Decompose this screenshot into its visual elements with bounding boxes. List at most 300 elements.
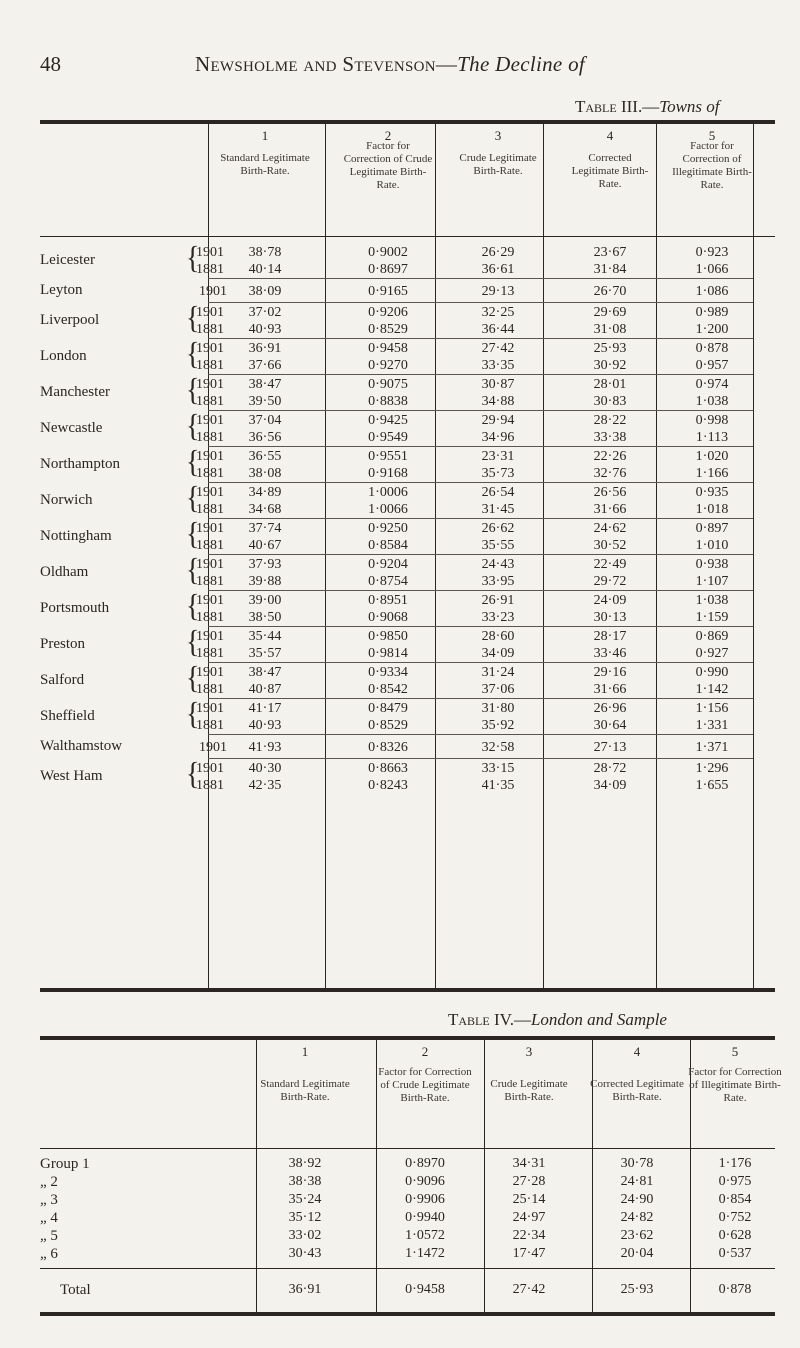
table4-cell: 1·176 — [718, 1156, 752, 1171]
table3-year: 1901 — [196, 701, 224, 716]
table3-year: 1881 — [196, 358, 224, 373]
table3-value: 33·35 — [481, 358, 515, 373]
table3-value: 1·0006 — [368, 485, 408, 500]
table3-cell — [560, 244, 660, 278]
table3-value: 31·66 — [593, 502, 627, 517]
table3-row-separator — [208, 758, 753, 759]
table3-row — [0, 624, 800, 662]
table3-town: West Ham — [40, 768, 103, 784]
table3-row — [0, 280, 800, 302]
table3-value: 35·92 — [481, 718, 515, 733]
table4-cell: 0·9940 — [405, 1210, 445, 1225]
brace-icon: { — [186, 624, 200, 661]
table3-cell — [560, 592, 660, 626]
table3-cell — [560, 376, 660, 410]
table3-column-header: Factor for Correction of Crude Legitimate Birth-Rate. — [343, 140, 433, 191]
table3-year: 1881 — [196, 430, 224, 445]
table3-value: 1·066 — [695, 262, 729, 277]
table3-cell — [215, 484, 315, 518]
table3-cell — [215, 376, 315, 410]
table4-column-number: 1 — [301, 1044, 309, 1059]
brace-icon: { — [186, 516, 200, 553]
table3-value: 0·9551 — [368, 449, 408, 464]
table4-cell: 23·62 — [620, 1228, 654, 1243]
table3-value: 0·990 — [695, 665, 729, 680]
table3-value: 31·24 — [481, 665, 515, 680]
table3-cell — [448, 283, 548, 300]
table4-cell: 30·43 — [288, 1246, 322, 1261]
table3-cell — [560, 484, 660, 518]
table4-total-row — [0, 1282, 800, 1300]
table3-cell — [338, 556, 438, 590]
table3-town: Nottingham — [40, 528, 112, 544]
table4-column-header: Factor for Correction of Crude Legitimate Birth-Rate. — [378, 1066, 472, 1104]
table3-value: 0·935 — [695, 485, 729, 500]
table3-value: 28·01 — [593, 377, 627, 392]
table3-year: 1881 — [196, 394, 224, 409]
table3-cell — [560, 520, 660, 554]
table4-group: „ 2 — [40, 1174, 58, 1190]
table3-row-separator — [208, 590, 753, 591]
table4-cell: 38·92 — [288, 1156, 322, 1171]
table3-value: 41·93 — [248, 740, 282, 755]
table3-value: 0·9425 — [368, 413, 408, 428]
table3-value: 29·94 — [481, 413, 515, 428]
brace-icon: { — [186, 660, 200, 697]
table3-cell — [560, 664, 660, 698]
table4-cell: 1·1472 — [405, 1246, 445, 1261]
table3-cell — [448, 340, 548, 374]
table3-value: 37·02 — [248, 305, 282, 320]
table3-cell — [448, 664, 548, 698]
brace-icon: { — [186, 588, 200, 625]
table3-value: 31·66 — [593, 682, 627, 697]
table3-value: 0·927 — [695, 646, 729, 661]
table3-cell — [215, 592, 315, 626]
table3-value: 1·166 — [695, 466, 729, 481]
table3-cell — [448, 700, 548, 734]
table3-row — [0, 480, 800, 518]
table3-value: 38·78 — [248, 245, 282, 260]
table3-value: 34·88 — [481, 394, 515, 409]
table3-value: 0·878 — [695, 341, 729, 356]
table3-cell — [338, 628, 438, 662]
table3-value: 0·8754 — [368, 574, 408, 589]
table3-value: 0·9814 — [368, 646, 408, 661]
table3-value: 34·96 — [481, 430, 515, 445]
table4-column-number: 5 — [731, 1044, 739, 1059]
table3-value: 29·16 — [593, 665, 627, 680]
table3-value: 0·9075 — [368, 377, 408, 392]
table3-row — [0, 240, 800, 278]
table3-value: 0·8479 — [368, 701, 408, 716]
table3-value: 34·68 — [248, 502, 282, 517]
table3-value: 35·73 — [481, 466, 515, 481]
table3-value: 29·13 — [481, 284, 515, 299]
table3-value: 0·989 — [695, 305, 729, 320]
table3-value: 0·8697 — [368, 262, 408, 277]
table3-value: 30·64 — [593, 718, 627, 733]
running-head — [40, 52, 760, 80]
table3-value: 34·09 — [481, 646, 515, 661]
table3-row-separator — [208, 698, 753, 699]
table3-row-separator — [208, 734, 753, 735]
table3-value: 1·038 — [695, 593, 729, 608]
table4-head-rule — [40, 1148, 775, 1149]
table4-column-number: 4 — [633, 1044, 641, 1059]
table3-cell — [662, 448, 762, 482]
table4-group: Group 1 — [40, 1156, 90, 1172]
table3-value: 40·87 — [248, 682, 282, 697]
table3-cell — [662, 760, 762, 794]
table3-cell — [338, 340, 438, 374]
table3-value: 32·76 — [593, 466, 627, 481]
table3-cell — [215, 760, 315, 794]
table3-row — [0, 552, 800, 590]
table4-cell: 0·9096 — [405, 1174, 445, 1189]
table3-year: 1901 — [196, 305, 224, 320]
table3-value: 40·93 — [248, 322, 282, 337]
table3-town: Leicester — [40, 252, 95, 268]
table3-cell — [215, 520, 315, 554]
table3-row-separator — [208, 662, 753, 663]
table3-column-number: 1 — [261, 128, 269, 143]
brace-icon: { — [186, 552, 200, 589]
table3-cell — [662, 628, 762, 662]
table3-year: 1881 — [196, 574, 224, 589]
table3-bottom-rule — [40, 988, 775, 992]
table3-year: 1901 — [196, 593, 224, 608]
table3-cell — [448, 376, 548, 410]
table3-cell — [448, 244, 548, 278]
table4-cell: 0·752 — [718, 1210, 752, 1225]
table3-column-header: Crude Legitimate Birth-Rate. — [459, 152, 537, 177]
table3-cell — [560, 760, 660, 794]
brace-icon: { — [186, 444, 200, 481]
table4-column-header: Crude Legitimate Birth-Rate. — [490, 1078, 568, 1103]
table3-value: 32·25 — [481, 305, 515, 320]
table3-cell — [662, 556, 762, 590]
table3-value: 26·96 — [593, 701, 627, 716]
table3-value: 0·8542 — [368, 682, 408, 697]
table3-year: 1881 — [196, 646, 224, 661]
table3-value: 40·30 — [248, 761, 282, 776]
table3-value: 36·91 — [248, 341, 282, 356]
table3-year: 1881 — [196, 718, 224, 733]
table3-cell — [338, 283, 438, 300]
table3-row-separator — [208, 482, 753, 483]
table3-column-number: 5 — [708, 128, 716, 143]
table3-value: 36·56 — [248, 430, 282, 445]
table3-row — [0, 444, 800, 482]
table3-cell — [662, 739, 762, 756]
table3-value: 1·113 — [695, 430, 729, 445]
table3-cell — [560, 340, 660, 374]
table3-cell — [662, 340, 762, 374]
table3-value: 39·88 — [248, 574, 282, 589]
table4-cell: 38·38 — [288, 1174, 322, 1189]
table3-value: 26·91 — [481, 593, 515, 608]
table3-year: 1901 — [196, 629, 224, 644]
table4-cell: 0·537 — [718, 1246, 752, 1261]
table3-town: Norwich — [40, 492, 93, 508]
table4-row — [0, 1174, 800, 1192]
table3-value: 0·8326 — [368, 740, 408, 755]
table3-value: 1·142 — [695, 682, 729, 697]
brace-icon: { — [186, 756, 200, 793]
table3-row-separator — [208, 278, 753, 279]
table4-total-rule — [40, 1268, 775, 1269]
table3-value: 30·83 — [593, 394, 627, 409]
table3-value: 27·13 — [593, 740, 627, 755]
table3-row — [0, 588, 800, 626]
table3-cell — [560, 628, 660, 662]
table3-top-rule — [40, 120, 775, 124]
brace-icon: { — [186, 696, 200, 733]
table3-cell — [338, 520, 438, 554]
table3-cell — [662, 244, 762, 278]
table4-cell: 24·90 — [620, 1192, 654, 1207]
table3-cell — [560, 412, 660, 446]
table3-cell — [662, 283, 762, 300]
table3-year: 1881 — [196, 538, 224, 553]
table3-town: Manchester — [40, 384, 110, 400]
table3-value: 37·66 — [248, 358, 282, 373]
table3-value: 26·70 — [593, 284, 627, 299]
table4-total-cell: 25·93 — [620, 1282, 654, 1297]
running-title-plain: Newsholme and Stevenson— — [195, 52, 458, 76]
table3-year: 1881 — [196, 682, 224, 697]
table3-value: 0·9002 — [368, 245, 408, 260]
table3-value: 0·8529 — [368, 718, 408, 733]
table3-value: 38·09 — [248, 284, 282, 299]
table3-value: 1·200 — [695, 322, 729, 337]
table4-cell: 24·97 — [512, 1210, 546, 1225]
table3-town: Preston — [40, 636, 85, 652]
table3-value: 30·52 — [593, 538, 627, 553]
table4-cell: 35·12 — [288, 1210, 322, 1225]
table3-row — [0, 736, 800, 758]
table3-cell — [662, 484, 762, 518]
table3-year: 1901 — [196, 521, 224, 536]
table3-value: 38·47 — [248, 665, 282, 680]
table3-value: 0·8243 — [368, 778, 408, 793]
table3-cell — [560, 304, 660, 338]
table3-value: 0·9068 — [368, 610, 408, 625]
table3-value: 33·46 — [593, 646, 627, 661]
table3-value: 31·80 — [481, 701, 515, 716]
brace-icon: { — [186, 408, 200, 445]
table3-row-separator — [208, 518, 753, 519]
table3-cell — [338, 484, 438, 518]
table3-value: 36·55 — [248, 449, 282, 464]
table3-cell — [662, 700, 762, 734]
table3-cell — [215, 304, 315, 338]
table3-town: Walthamstow — [40, 738, 123, 754]
table3-value: 1·655 — [695, 778, 729, 793]
table3-value: 0·9250 — [368, 521, 408, 536]
table3-value: 0·9206 — [368, 305, 408, 320]
table3-value: 0·9165 — [368, 284, 408, 299]
brace-icon: { — [186, 336, 200, 373]
table3-cell — [448, 760, 548, 794]
table4-cell: 34·31 — [512, 1156, 546, 1171]
table4-group: „ 5 — [40, 1228, 58, 1244]
table4-total-cell: 36·91 — [288, 1282, 322, 1297]
table3-town: Newcastle — [40, 420, 103, 436]
table3-value: 37·93 — [248, 557, 282, 572]
table4-cell: 35·24 — [288, 1192, 322, 1207]
table3-value: 0·8838 — [368, 394, 408, 409]
table3-row — [0, 372, 800, 410]
table3-row — [0, 696, 800, 734]
table3-value: 37·06 — [481, 682, 515, 697]
table3-value: 38·47 — [248, 377, 282, 392]
brace-icon: { — [186, 300, 200, 337]
table3-value: 1·331 — [695, 718, 729, 733]
table3-town: Northampton — [40, 456, 120, 472]
table3-row-separator — [208, 626, 753, 627]
table3-year: 1881 — [196, 610, 224, 625]
table3-value: 0·869 — [695, 629, 729, 644]
table3-value: 40·93 — [248, 718, 282, 733]
table3-town: London — [40, 348, 87, 364]
table3-value: 35·57 — [248, 646, 282, 661]
table4-caption-plain: Table IV.— — [448, 1010, 531, 1029]
table3-head-rule — [40, 236, 775, 237]
table3-year: 1901 — [196, 413, 224, 428]
table4-cell: 25·14 — [512, 1192, 546, 1207]
table3-value: 0·9334 — [368, 665, 408, 680]
table3-value: 22·49 — [593, 557, 627, 572]
table3-cell — [448, 739, 548, 756]
table3-cell — [448, 592, 548, 626]
table3-cell — [662, 520, 762, 554]
table3-caption-plain: Table III.— — [575, 97, 660, 116]
table3-row — [0, 516, 800, 554]
table3-value: 0·9270 — [368, 358, 408, 373]
table3-cell — [662, 376, 762, 410]
table3-row — [0, 300, 800, 338]
table3-cell — [338, 244, 438, 278]
table4-cell: 24·81 — [620, 1174, 654, 1189]
table4-group: „ 6 — [40, 1246, 58, 1262]
table3-cell — [215, 412, 315, 446]
table3-value: 24·62 — [593, 521, 627, 536]
table3-cell — [448, 304, 548, 338]
table3-year: 1901 — [196, 245, 224, 260]
table3-value: 0·9168 — [368, 466, 408, 481]
table3-row-separator — [208, 554, 753, 555]
table4-row — [0, 1246, 800, 1264]
table3-cell — [338, 760, 438, 794]
table3-town: Oldham — [40, 564, 89, 580]
table3-column-number: 2 — [384, 128, 392, 143]
table3-value: 25·93 — [593, 341, 627, 356]
brace-icon: { — [186, 372, 200, 409]
table3-value: 1·371 — [695, 740, 729, 755]
table3-value: 28·22 — [593, 413, 627, 428]
table3-value: 30·92 — [593, 358, 627, 373]
table4-caption — [448, 1010, 667, 1030]
table3-cell — [448, 484, 548, 518]
table3-row — [0, 660, 800, 698]
table3-cell — [215, 448, 315, 482]
table3-cell — [662, 412, 762, 446]
table4-cell: 30·78 — [620, 1156, 654, 1171]
table4-column-header: Standard Legitimate Birth-Rate. — [260, 1078, 350, 1103]
table3-cell — [560, 700, 660, 734]
table3-cell — [338, 700, 438, 734]
table3-value: 36·61 — [481, 262, 515, 277]
table3-cell — [662, 592, 762, 626]
table3-value: 0·9549 — [368, 430, 408, 445]
table3-cell — [215, 664, 315, 698]
table3-value: 26·54 — [481, 485, 515, 500]
table3-value: 31·84 — [593, 262, 627, 277]
table4-bottom-rule — [40, 1312, 775, 1316]
table4-caption-italic: London and Sample — [530, 1010, 667, 1029]
table3-year: 1901 — [196, 761, 224, 776]
table3-value: 28·60 — [481, 629, 515, 644]
table3-cell — [338, 376, 438, 410]
table3-value: 0·897 — [695, 521, 729, 536]
table4-row — [0, 1228, 800, 1246]
table3-town: Salford — [40, 672, 85, 688]
table3-caption-italic: Towns of — [659, 97, 720, 116]
table3-value: 33·15 — [481, 761, 515, 776]
table3-value: 28·17 — [593, 629, 627, 644]
table3-town: Sheffield — [40, 708, 95, 724]
table3-value: 35·44 — [248, 629, 282, 644]
table4-total-cell: 27·42 — [512, 1282, 546, 1297]
table4-cell: 0·8970 — [405, 1156, 445, 1171]
table3-year: 1901 — [199, 740, 227, 755]
table3-cell — [215, 244, 315, 278]
table3-value: 0·9850 — [368, 629, 408, 644]
table3-year: 1881 — [196, 502, 224, 517]
table3-year: 1881 — [196, 322, 224, 337]
table4-cell: 0·854 — [718, 1192, 752, 1207]
table3-cell — [662, 664, 762, 698]
table3-value: 1·018 — [695, 502, 729, 517]
table3-value: 30·13 — [593, 610, 627, 625]
table4-group: „ 3 — [40, 1192, 58, 1208]
table3-value: 40·67 — [248, 538, 282, 553]
table3-cell — [560, 556, 660, 590]
table4-row — [0, 1192, 800, 1210]
table3-value: 31·08 — [593, 322, 627, 337]
table3-value: 33·95 — [481, 574, 515, 589]
table3-value: 1·086 — [695, 284, 729, 299]
table4-row — [0, 1210, 800, 1228]
table3-cell — [338, 592, 438, 626]
table3-value: 0·938 — [695, 557, 729, 572]
table3-value: 0·957 — [695, 358, 729, 373]
table4-total-cell: 0·9458 — [405, 1282, 445, 1297]
table3-row-separator — [208, 410, 753, 411]
table3-year: 1881 — [196, 262, 224, 277]
table3-value: 30·87 — [481, 377, 515, 392]
table3-value: 0·8663 — [368, 761, 408, 776]
table3-cell — [215, 628, 315, 662]
table4-cell: 1·0572 — [405, 1228, 445, 1243]
table3-row — [0, 336, 800, 374]
table3-cell — [215, 739, 315, 756]
table3-cell — [448, 556, 548, 590]
table3-caption — [575, 97, 720, 117]
table3-row — [0, 756, 800, 794]
